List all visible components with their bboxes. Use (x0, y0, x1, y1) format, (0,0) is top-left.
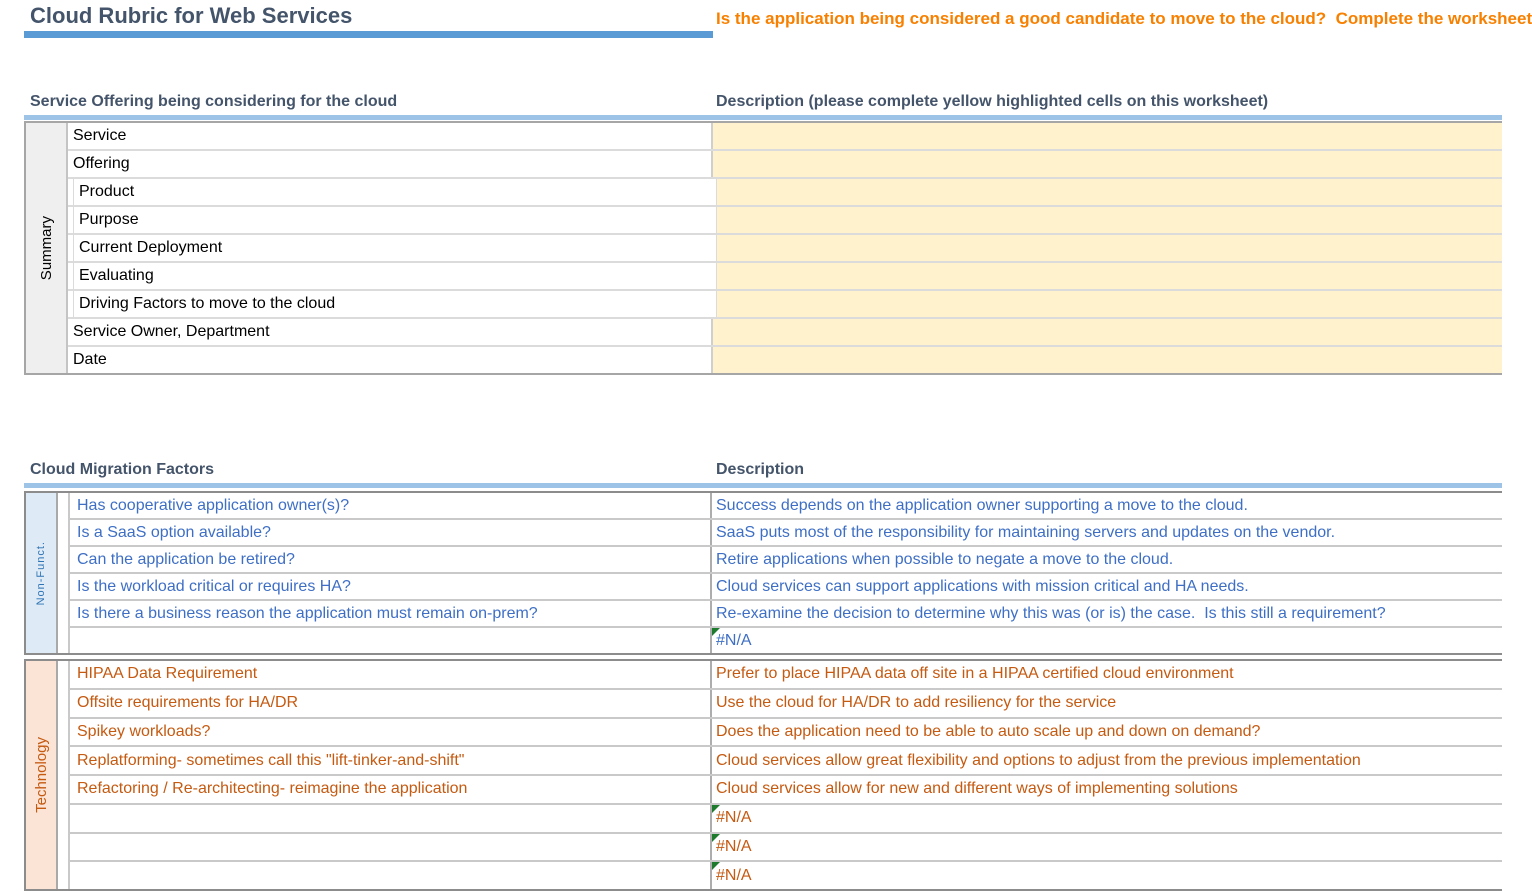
non-funct-group-cell[interactable] (26, 493, 58, 653)
table-row (70, 805, 1502, 834)
table-row (68, 179, 1502, 207)
table-row (70, 493, 1502, 520)
table-row (70, 834, 1502, 863)
description-cell[interactable]: Re-examine the decision to determine why this was (or is) the case. Is this still a requirement? (710, 601, 1502, 626)
summary-section-header: Service Offering being considering for the cloud (30, 93, 398, 110)
summary-input-cell[interactable] (716, 235, 1502, 261)
error-value: #N/A (716, 809, 752, 827)
factor-cell[interactable] (70, 834, 710, 861)
summary-label-cell[interactable]: Evaluating (73, 263, 711, 289)
table-row (70, 690, 1502, 719)
factor-cell[interactable]: Replatforming- sometimes call this "lift-tinker-and-shift" (77, 751, 465, 769)
table-row (70, 862, 1502, 889)
table-row (70, 628, 1502, 653)
banner-question: Is the application being considered a good candidate to move to the cloud? Complete the worksheet (716, 9, 1532, 28)
factor-cell[interactable]: Has cooperative application owner(s)? (77, 496, 350, 514)
summary-label-cell[interactable]: Service (68, 123, 711, 149)
description-cell[interactable]: Success depends on the application owner supporting a move to the cloud. (710, 493, 1502, 518)
non-funct-rows (68, 493, 1502, 653)
description-cell[interactable]: Prefer to place HIPAA data off site in a HIPAA certified cloud environment (710, 661, 1502, 688)
table-row (68, 319, 1502, 347)
error-cell[interactable] (710, 805, 1502, 832)
summary-group-label: Summary (37, 215, 55, 281)
factor-cell[interactable]: Is a SaaS option available? (77, 523, 271, 541)
error-indicator-icon (712, 834, 720, 842)
summary-group-cell[interactable] (26, 123, 68, 373)
table-row (68, 207, 1502, 235)
summary-input-cell[interactable] (716, 291, 1502, 317)
non-funct-group-label: Non-Funct. (35, 540, 47, 606)
table-row (70, 747, 1502, 776)
table-row (68, 291, 1502, 319)
table-row (70, 719, 1502, 748)
factor-cell[interactable]: Can the application be retired? (77, 550, 295, 568)
technology-group-label: Technology (32, 737, 50, 813)
migration-header-rule (24, 483, 1502, 488)
table-row (70, 776, 1502, 805)
title-underline (24, 31, 713, 38)
table-row (68, 151, 1502, 179)
error-value: #N/A (716, 837, 752, 855)
error-cell[interactable] (710, 862, 1502, 889)
summary-input-cell[interactable] (716, 179, 1502, 205)
technology-group (24, 659, 1502, 891)
summary-description-header: Description (please complete yellow highlighted cells on this worksheet) (716, 93, 1269, 110)
summary-table (24, 121, 1502, 375)
description-cell[interactable]: Cloud services can support applications with mission critical and HA needs. (710, 574, 1502, 599)
migration-section-header: Cloud Migration Factors (30, 461, 214, 478)
summary-input-cell[interactable] (711, 151, 1502, 177)
summary-input-cell[interactable] (711, 347, 1502, 373)
factor-cell[interactable] (70, 805, 710, 832)
summary-label-cell[interactable]: Product (73, 179, 711, 205)
table-row (68, 123, 1502, 151)
table-row (70, 601, 1502, 628)
description-cell[interactable]: Use the cloud for HA/DR to add resiliency for the service (710, 690, 1502, 717)
table-row (70, 574, 1502, 601)
summary-label-cell[interactable]: Offering (68, 151, 711, 177)
summary-input-cell[interactable] (711, 319, 1502, 345)
page-title: Cloud Rubric for Web Services (30, 3, 353, 28)
migration-description-header: Description (716, 461, 805, 478)
error-indicator-icon (712, 805, 720, 813)
description-cell[interactable]: Cloud services allow for new and different ways of implementing solutions (710, 776, 1502, 803)
table-row (68, 263, 1502, 291)
table-row (70, 547, 1502, 574)
factor-cell[interactable]: HIPAA Data Requirement (77, 665, 258, 683)
error-indicator-icon (712, 628, 720, 636)
summary-label-cell[interactable]: Driving Factors to move to the cloud (73, 291, 711, 317)
summary-input-cell[interactable] (716, 263, 1502, 289)
error-cell[interactable] (710, 834, 1502, 861)
summary-input-cell[interactable] (716, 207, 1502, 233)
summary-input-cell[interactable] (711, 123, 1502, 149)
factor-cell[interactable] (70, 628, 710, 653)
table-row (68, 235, 1502, 263)
table-row (68, 347, 1502, 373)
factor-cell[interactable]: Offsite requirements for HA/DR (77, 694, 299, 712)
technology-group-cell[interactable] (26, 661, 58, 889)
table-row (70, 661, 1502, 690)
description-cell[interactable]: Cloud services allow great flexibility and options to adjust from the previous implementation (710, 747, 1502, 774)
description-cell[interactable]: SaaS puts most of the responsibility for maintaining servers and updates on the vendor. (710, 520, 1502, 545)
table-row (70, 520, 1502, 547)
error-value: #N/A (716, 866, 752, 884)
technology-rows (68, 661, 1502, 889)
summary-label-cell[interactable]: Current Deployment (73, 235, 711, 261)
factor-cell[interactable]: Is there a business reason the application must remain on-prem? (77, 604, 538, 622)
error-value: #N/A (716, 631, 752, 649)
factor-cell[interactable]: Is the workload critical or requires HA? (77, 577, 351, 595)
factor-cell[interactable] (70, 862, 710, 889)
description-cell[interactable]: Retire applications when possible to negate a move to the cloud. (710, 547, 1502, 572)
factor-cell[interactable]: Spikey workloads? (77, 722, 211, 740)
non-functional-group (24, 491, 1502, 655)
error-indicator-icon (712, 862, 720, 870)
summary-label-cell[interactable]: Purpose (73, 207, 711, 233)
summary-label-cell[interactable]: Service Owner, Department (68, 319, 711, 345)
error-cell[interactable] (710, 628, 1502, 653)
factor-cell[interactable]: Refactoring / Re-architecting- reimagine the application (77, 780, 468, 798)
description-cell[interactable]: Does the application need to be able to auto scale up and down on demand? (710, 719, 1502, 746)
summary-header-rule (24, 115, 1502, 120)
summary-label-cell[interactable]: Date (68, 347, 711, 373)
summary-rows (68, 123, 1502, 373)
